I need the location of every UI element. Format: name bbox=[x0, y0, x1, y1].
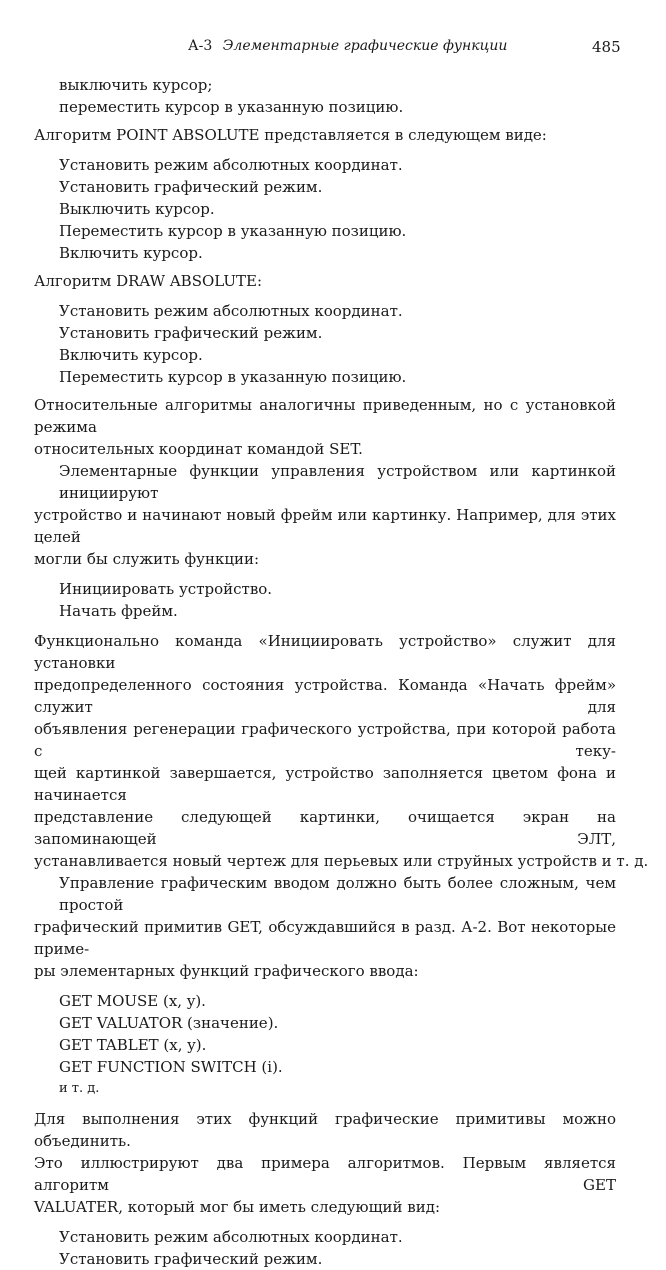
paragraph-line: представление следующей картинки, очищается экран на запоминающей ЭЛТ, bbox=[34, 808, 616, 848]
list-item: Переместить курсор в указанную позицию. bbox=[59, 368, 407, 386]
list-item: Начать фрейм. bbox=[59, 602, 178, 620]
paragraph-line: предопределенного состояния устройства. Команда «Начать фрейм» служит для bbox=[34, 676, 616, 716]
running-header bbox=[0, 38, 666, 58]
paragraph-line: ры элементарных функций графического ввода: bbox=[34, 962, 419, 980]
paragraph-line: Это иллюстрируют два примера алгоритмов. Первым является алгоритм GET bbox=[34, 1154, 616, 1194]
get-valuater-steps bbox=[34, 1226, 616, 1270]
point-absolute-steps bbox=[34, 154, 616, 264]
list-item: Инициировать устройство. bbox=[59, 580, 273, 598]
paragraph bbox=[34, 1108, 616, 1218]
paragraph-line: могли бы служить функции: bbox=[34, 550, 260, 568]
section-title: Элементарные графические функции bbox=[222, 38, 508, 54]
paragraph-line: устанавливается новый чертеж для перьевых или струйных устройств и т. д. bbox=[34, 852, 649, 870]
page-number: 485 bbox=[592, 38, 621, 56]
list-item: переместить курсор в указанную позицию. bbox=[59, 98, 404, 116]
paragraph-line: устройство и начинают новый фрейм или картинку. Например, для этих целей bbox=[34, 506, 616, 546]
list-item: Установить режим абсолютных координат. bbox=[59, 302, 403, 320]
list-item: GET TABLET (x, y). bbox=[59, 1036, 207, 1054]
paragraph-line: Элементарные функции управления устройством или картинкой инициируют bbox=[59, 462, 616, 502]
draw-absolute-steps bbox=[34, 300, 616, 388]
list-item: GET FUNCTION SWITCH (i). bbox=[59, 1058, 283, 1076]
list-item: Установить режим абсолютных координат. bbox=[59, 156, 403, 174]
paragraph-line: Функционально команда «Инициировать устройство» служит для установки bbox=[34, 632, 616, 672]
list-item: Включить курсор. bbox=[59, 346, 203, 364]
init-steps bbox=[34, 578, 616, 622]
list-item: Включить курсор. bbox=[59, 244, 203, 262]
list-item: Переместить курсор в указанную позицию. bbox=[59, 222, 407, 240]
list-item: Установить графический режим. bbox=[59, 178, 323, 196]
section-number: А-3 bbox=[188, 38, 213, 54]
paragraph-line: графический примитив GET, обсуждавшийся в разд. А-2. Вот некоторые приме- bbox=[34, 918, 616, 958]
running-head bbox=[188, 38, 507, 54]
algorithm-heading: Алгоритм DRAW ABSOLUTE: bbox=[34, 272, 263, 290]
input-functions bbox=[34, 990, 616, 1100]
list-item: GET MOUSE (x, y). bbox=[59, 992, 206, 1010]
paragraph bbox=[34, 630, 649, 872]
paragraph-line: Для выполнения этих функций графические примитивы можно объединить. bbox=[34, 1110, 616, 1150]
body-text bbox=[34, 74, 649, 1270]
paragraph bbox=[34, 394, 616, 460]
paragraph bbox=[34, 872, 616, 982]
paragraph-line: VALUATER, который мог бы иметь следующий вид: bbox=[34, 1198, 441, 1216]
list-item: GET VALUATOR (значение). bbox=[59, 1014, 279, 1032]
list-item: Установить режим абсолютных координат. bbox=[59, 1228, 403, 1246]
paragraph-line: объявления регенерации графического устройства, при которой работа с теку- bbox=[34, 720, 616, 760]
paragraph-line: щей картинкой завершается, устройство заполняется цветом фона и начинается bbox=[34, 764, 616, 804]
cursor-steps bbox=[34, 74, 616, 118]
paragraph bbox=[34, 460, 616, 570]
paragraph-line: Относительные алгоритмы аналогичны приведенным, но с установкой режима bbox=[34, 396, 616, 436]
list-item: Выключить курсор. bbox=[59, 200, 215, 218]
list-item: Установить графический режим. bbox=[59, 1250, 323, 1268]
list-item: выключить курсор; bbox=[59, 76, 213, 94]
paragraph-line: Управление графическим вводом должно быть более сложным, чем простой bbox=[59, 874, 616, 914]
list-item: и т. д. bbox=[59, 1081, 100, 1096]
algorithm-heading: Алгоритм POINT ABSOLUTE представляется в следующем виде: bbox=[34, 126, 547, 144]
paragraph-line: относительных координат командой SET. bbox=[34, 440, 363, 458]
list-item: Установить графический режим. bbox=[59, 324, 323, 342]
